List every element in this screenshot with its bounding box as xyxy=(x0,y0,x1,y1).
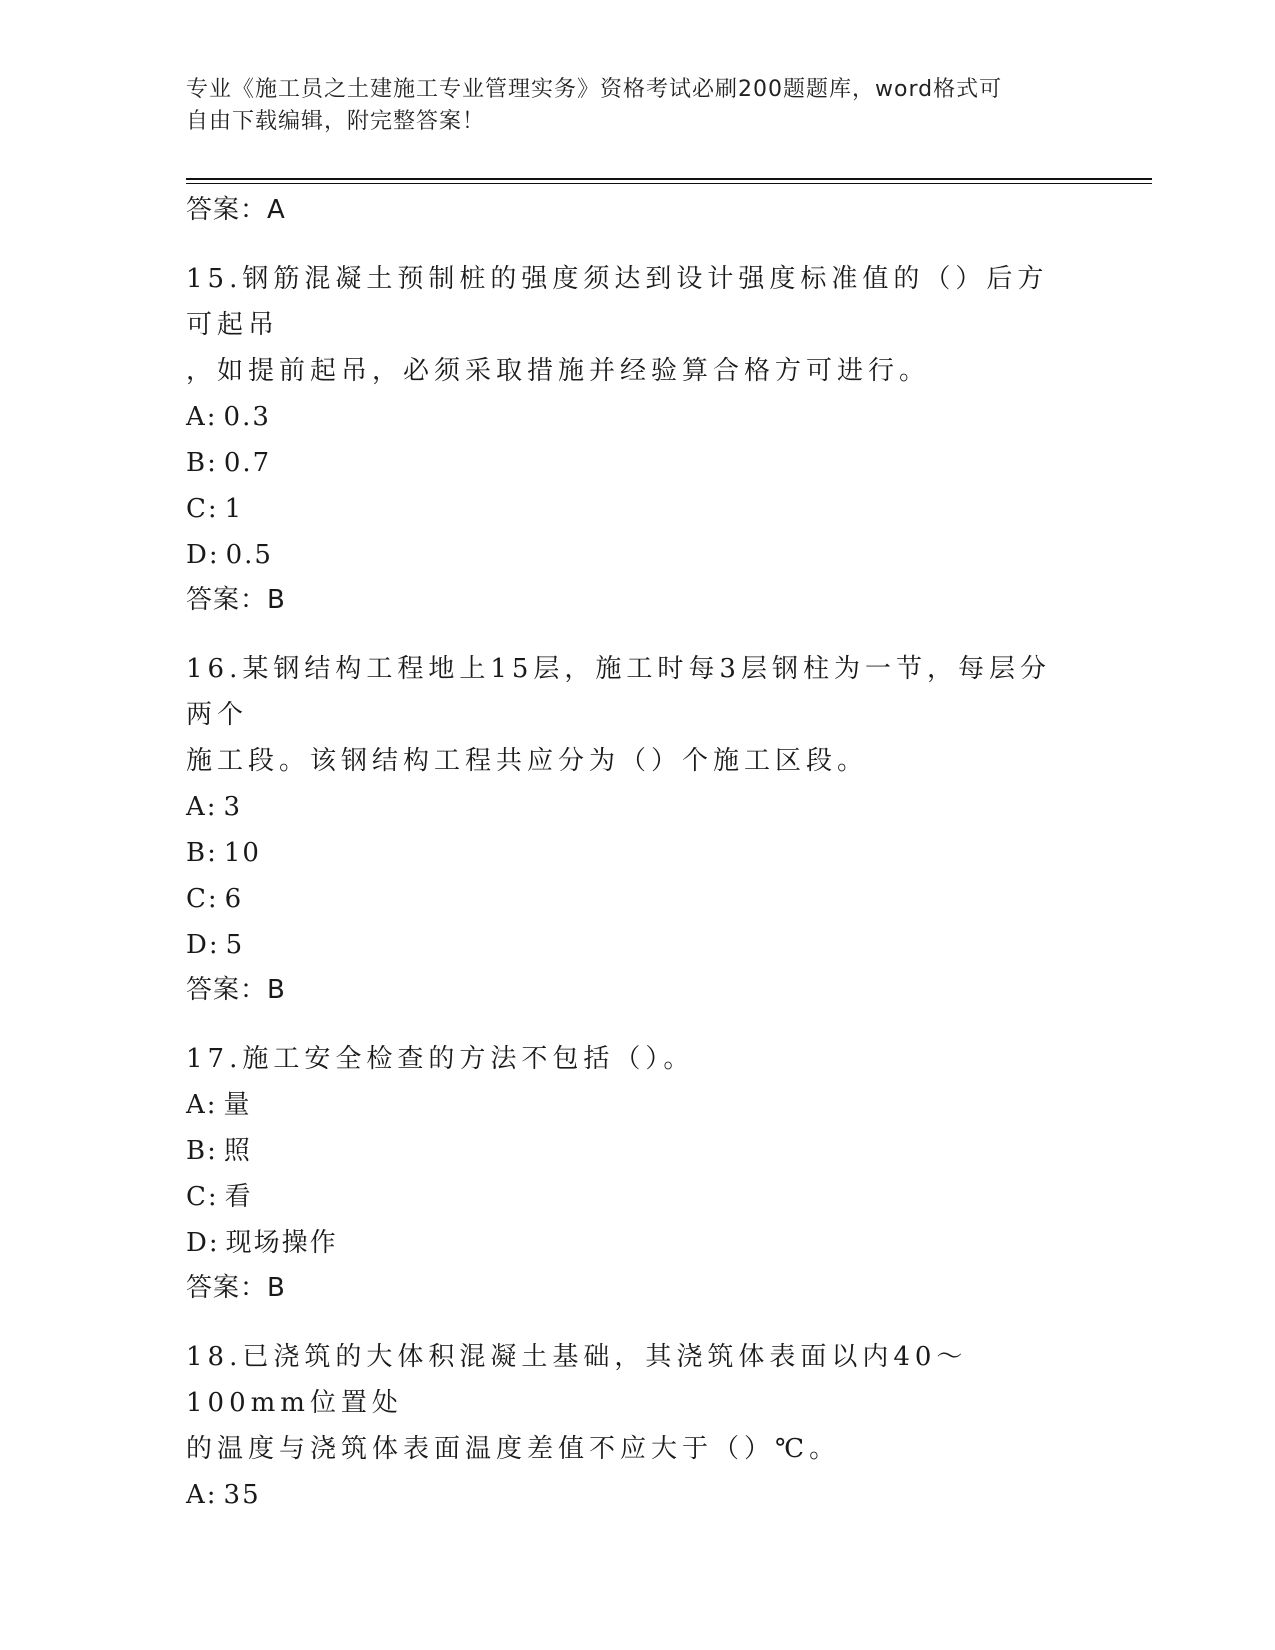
document-body xyxy=(186,192,1086,1518)
header-rule-thin xyxy=(186,183,1152,184)
option-c xyxy=(186,1174,1086,1220)
option-label: C: xyxy=(186,494,219,524)
question-15 xyxy=(186,256,1086,618)
option-value: 0.7 xyxy=(223,448,272,478)
option-value: 0.3 xyxy=(223,402,271,432)
option-label: D: xyxy=(186,1228,220,1258)
question-text xyxy=(186,256,1066,394)
option-label: A: xyxy=(186,792,218,822)
question-text xyxy=(186,1036,1066,1082)
option-a xyxy=(186,1472,1086,1518)
option-d xyxy=(186,922,1086,968)
option-label: A: xyxy=(186,402,218,432)
question-text-line-1: 16.某钢结构工程地上15层，施工时每3层钢柱为一节，每层分两个 xyxy=(186,654,1051,730)
answer-line: 答案：B xyxy=(186,1273,286,1303)
document-header xyxy=(186,74,1066,138)
option-label: D: xyxy=(186,540,220,570)
option-value: 6 xyxy=(224,884,244,914)
option-label: A: xyxy=(186,1480,218,1510)
option-b xyxy=(186,830,1086,876)
question-text xyxy=(186,646,1066,784)
option-label: C: xyxy=(186,1182,219,1212)
question-16 xyxy=(186,646,1086,1008)
option-label: A: xyxy=(186,1090,218,1120)
option-label: C: xyxy=(186,884,219,914)
option-value: 3 xyxy=(223,792,243,822)
option-d xyxy=(186,1220,1086,1266)
option-label: B: xyxy=(186,1136,218,1166)
question-text xyxy=(186,1334,1066,1472)
option-value: 看 xyxy=(224,1182,253,1212)
option-value: 1 xyxy=(224,494,244,524)
question-text-line-2: 的温度与浇筑体表面温度差值不应大于（）℃。 xyxy=(186,1434,841,1464)
option-a xyxy=(186,784,1086,830)
question-text-line-1: 15.钢筋混凝土预制桩的强度须达到设计强度标准值的（）后方可起吊 xyxy=(186,264,1049,340)
option-value: 0.5 xyxy=(225,540,273,570)
header-rule-thick xyxy=(186,178,1152,180)
option-b xyxy=(186,440,1086,486)
question-text-line-2: 施工段。该钢结构工程共应分为（）个施工区段。 xyxy=(186,746,869,776)
option-label: B: xyxy=(186,448,218,478)
question-text-line-1: 17.施工安全检查的方法不包括（）。 xyxy=(186,1044,695,1074)
option-c xyxy=(186,486,1086,532)
header-line-2: 自由下载编辑，附完整答案！ xyxy=(186,109,486,134)
option-b xyxy=(186,1128,1086,1174)
question-text-line-2: ，如提前起吊，必须采取措施并经验算合格方可进行。 xyxy=(186,356,931,386)
option-label: D: xyxy=(186,930,220,960)
question-text-line-1: 18.已浇筑的大体积混凝土基础，其浇筑体表面以内40～100mm位置处 xyxy=(186,1342,968,1418)
option-value: 35 xyxy=(223,1480,261,1510)
option-label: B: xyxy=(186,838,218,868)
answer-line: 答案：B xyxy=(186,585,286,615)
option-value: 量 xyxy=(223,1090,252,1120)
option-value: 5 xyxy=(225,930,245,960)
option-d xyxy=(186,532,1086,578)
option-a xyxy=(186,1082,1086,1128)
answer-line: 答案：B xyxy=(186,975,286,1005)
option-c xyxy=(186,876,1086,922)
answer-line: 答案：A xyxy=(186,195,286,225)
question-17 xyxy=(186,1036,1086,1306)
option-a xyxy=(186,394,1086,440)
option-value: 现场操作 xyxy=(225,1228,338,1258)
option-value: 照 xyxy=(223,1136,252,1166)
header-line-1: 专业《施工员之土建施工专业管理实务》资格考试必刷200题题库，word格式可 xyxy=(186,77,1003,102)
question-18 xyxy=(186,1334,1086,1518)
option-value: 10 xyxy=(223,838,261,868)
